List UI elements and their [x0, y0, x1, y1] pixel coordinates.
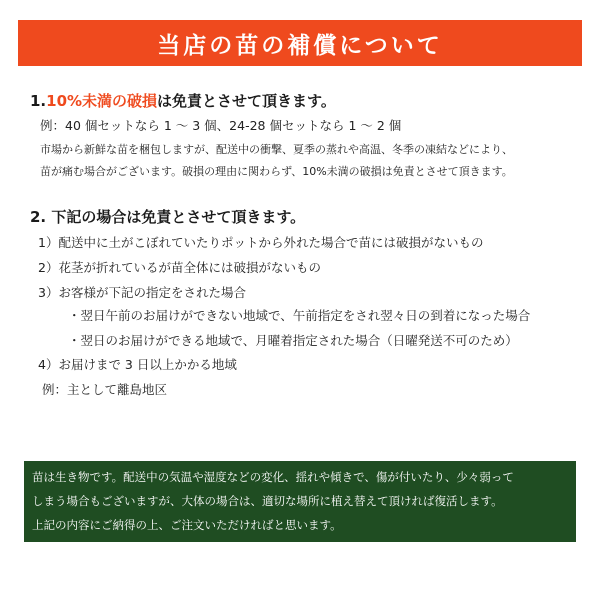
notice-line-2: しまう場合もございますが、大体の場合は、適切な場所に植え替えて頂ければ復活します。 [32, 494, 503, 508]
section1-body-line2: 苗が痛む場合がございます。破損の理由に関わらず、10%未満の破損は免責とさせて頂きます。 [40, 165, 513, 178]
notice-line-3: 上記の内容にご納得の上、ご注文いただければと思います。 [32, 518, 342, 532]
section1-example: 例：40 個セットなら 1 〜 3 個、24-28 個セットなら 1 〜 2 個 [40, 118, 402, 133]
condition-item-1: 1）配送中に土がこぼれていたりポットから外れた場合で苗には破損がないもの [38, 235, 484, 250]
section1-highlight: 10%未満の破損 [46, 92, 158, 110]
section2-example: 例：主として離島地区 [42, 382, 168, 397]
sub-condition-item-2: ・翌日のお届けができる地域で、月曜着指定された場合（日曜発送不可のため） [68, 333, 518, 348]
title-banner [18, 20, 582, 66]
notice-box [24, 461, 576, 542]
page-title: 当店の苗の補償について [157, 32, 443, 59]
condition-item-2: 2）花茎が折れているが苗全体には破損がないもの [38, 260, 321, 275]
section1-body-line1: 市場から新鮮な苗を梱包しますが、配送中の衝撃、夏季の蒸れや高温、冬季の凍結などにより、 [40, 143, 513, 156]
section2-heading: 2. 下記の場合は免責とさせて頂きます。 [30, 208, 306, 226]
sub-condition-item-1: ・翌日午前のお届けができない地域で、午前指定をされ翌々日の到着になった場合 [68, 308, 531, 323]
section1-heading [30, 90, 336, 111]
section1-number: 1. [30, 92, 47, 110]
condition-item-4: 4）お届けまで 3 日以上かかる地域 [38, 357, 237, 372]
notice-line-1: 苗は生き物です。配送中の気温や湿度などの変化、揺れや傾きで、傷が付いたり、少々弱って [32, 470, 514, 484]
condition-item-3: 3）お客様が下記の指定をされた場合 [38, 285, 246, 300]
section1-heading-rest: は免責とさせて頂きます。 [157, 92, 336, 110]
